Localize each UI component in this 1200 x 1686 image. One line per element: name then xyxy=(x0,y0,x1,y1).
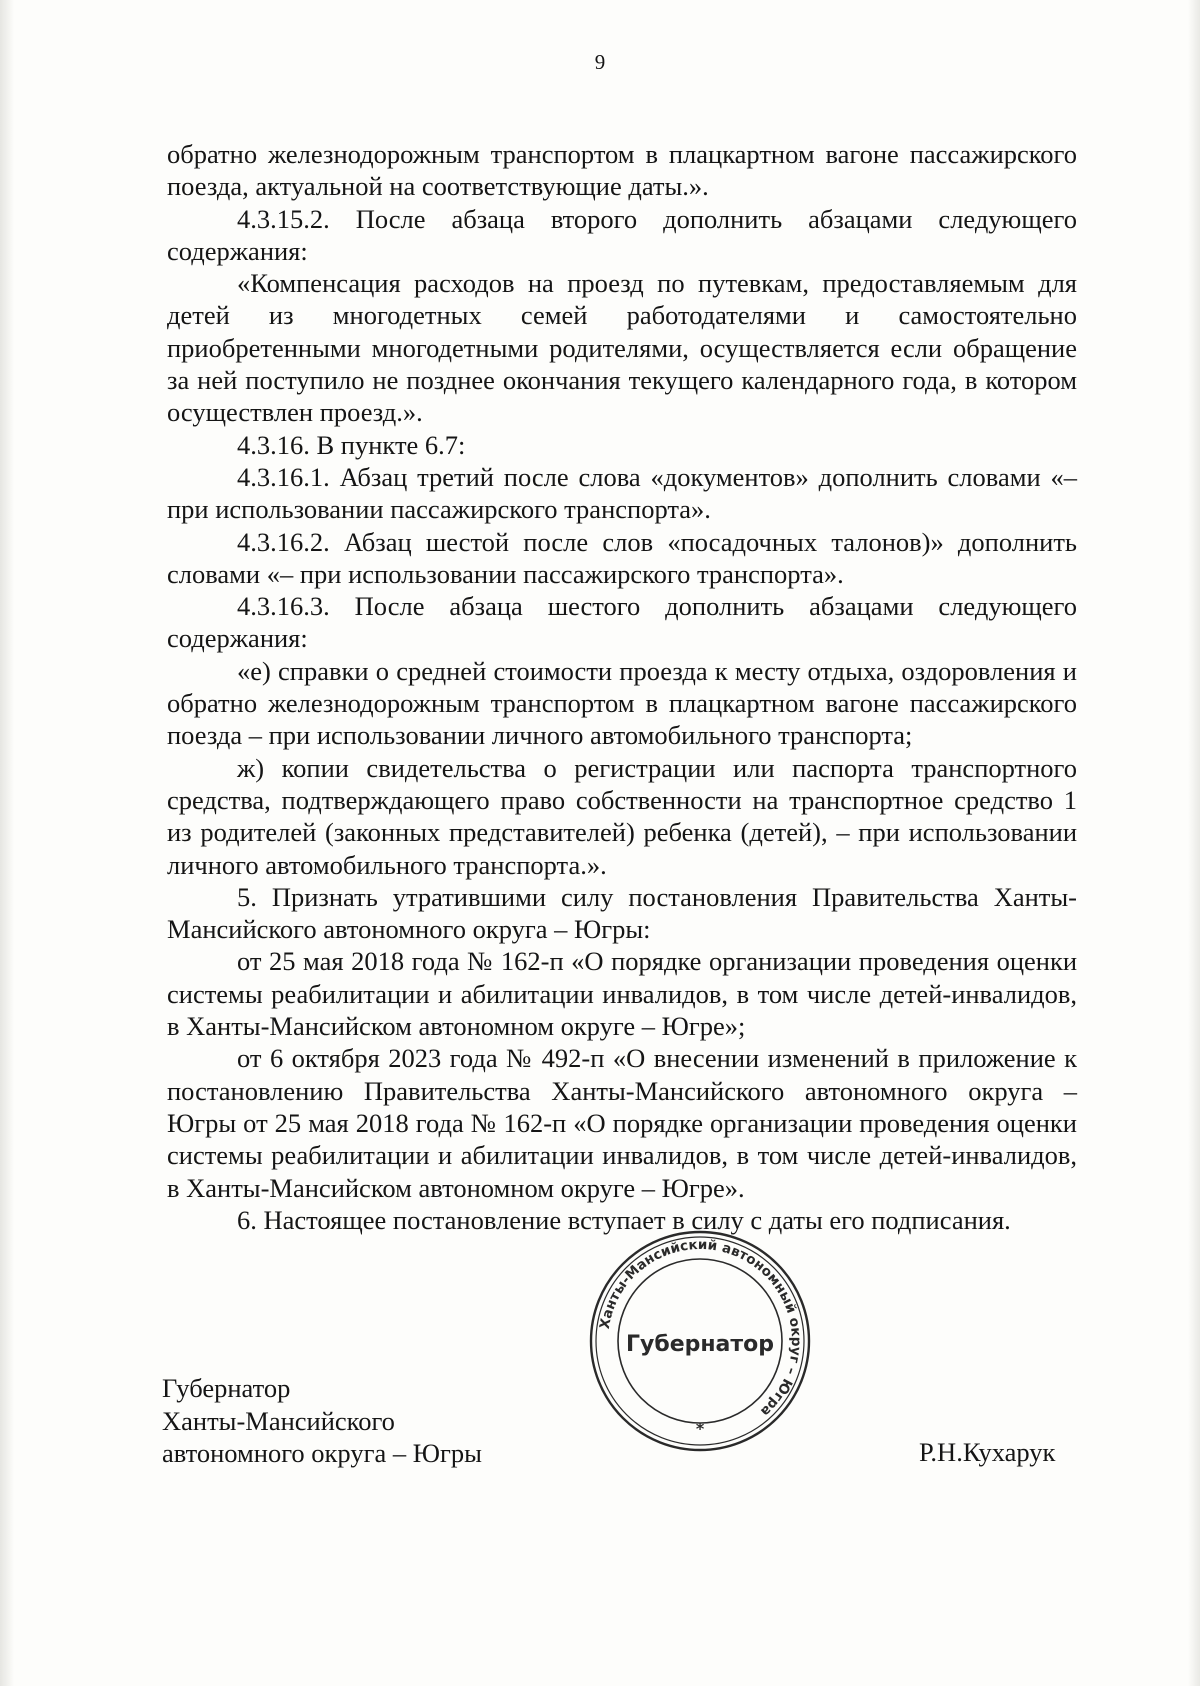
signatory-title-line-3: автономного округа – Югры xyxy=(162,1438,482,1468)
paragraph-repeal-2018: от 25 мая 2018 года № 162-п «О порядке организации проведения оценки системы реабилитации и абилитации инвалидов, в том числе детей-инвалидов, в Ханты-Мансийском автономном округе – Югре»; xyxy=(167,946,1077,1042)
paragraph-repeal-2023: от 6 октября 2023 года № 492-п «О внесении изменений в приложение к постановлению Правительства Ханты-Мансийского автономного округа – Югры от 25 мая 2018 года № 162-п «О порядке организации проведения оценки системы реабилитации и абилитации инвалидов, в том числе детей-инвалидов, в Ханты-Мансийском автономном округе – Югре». xyxy=(167,1043,1077,1203)
paragraph-4-3-16: 4.3.16. В пункте 6.7: xyxy=(237,429,466,460)
paragraph-5: 5. Признать утратившими силу постановления Правительства Ханты-Мансийского автономного округа – Югры: xyxy=(167,881,1077,945)
signatory-title xyxy=(162,1372,482,1470)
signatory-title-line-2: Ханты-Мансийского xyxy=(162,1405,395,1436)
paragraph-4-3-16-1: 4.3.16.1. Абзац третий после слова «документов» дополнить словами «– при использовании пассажирского транспорта». xyxy=(167,461,1077,525)
signatory-title-line-1: Губернатор xyxy=(162,1373,291,1403)
paragraph-6: 6. Настоящее постановление вступает в силу с даты его подписания. xyxy=(237,1204,1011,1235)
paragraph-continuation: обратно железнодорожным транспортом в плацкартном вагоне пассажирского поезда, актуальной на соответствующие даты.». xyxy=(167,139,1077,202)
seal-center-text: Губернатор xyxy=(625,1332,775,1357)
seal-ring-text: Ханты-Мансийский автономный округ – Югра xyxy=(596,1236,805,1420)
paragraph-4-3-15-2: 4.3.15.2. После абзаца второго дополнить абзацами следующего содержания: xyxy=(167,203,1077,266)
official-seal xyxy=(588,1229,812,1453)
paragraph-item-zh: ж) копии свидетельства о регистрации или паспорта транспортного средства, подтверждающего право собственности на транспортное средство 1 из родителей (законных представителей) ребенка (детей), – при использовании личного автомобильного транспорта.». xyxy=(167,752,1077,880)
document-body xyxy=(167,138,1077,1236)
signatory-name: Р.Н.Кухарук xyxy=(919,1437,1056,1467)
seal-graphic xyxy=(588,1229,812,1453)
paragraph-4-3-16-2: 4.3.16.2. Абзац шестой после слов «посадочных талонов)» дополнить словами «– при использовании пассажирского транспорта». xyxy=(167,526,1077,589)
paragraph-4-3-16-3: 4.3.16.3. После абзаца шестого дополнить абзацами следующего содержания: xyxy=(167,591,1077,654)
paragraph-item-e: «е) справки о средней стоимости проезда к месту отдыха, оздоровления и обратно железнодорожным транспортом в плацкартном вагоне пассажирского поезда – при использовании личного автомобильного транспорта; xyxy=(167,655,1077,751)
seal-star: * xyxy=(695,1419,705,1438)
page-number: 9 xyxy=(594,50,606,74)
paragraph-compensation: «Компенсация расходов на проезд по путевкам, предоставляемым для детей из многодетных семей работодателями и самостоятельно приобретенными многодетными родителями, осуществляется если обращение за ней поступило не позднее окончания текущего календарного года, в котором осуществлен проезд.». xyxy=(167,268,1077,428)
